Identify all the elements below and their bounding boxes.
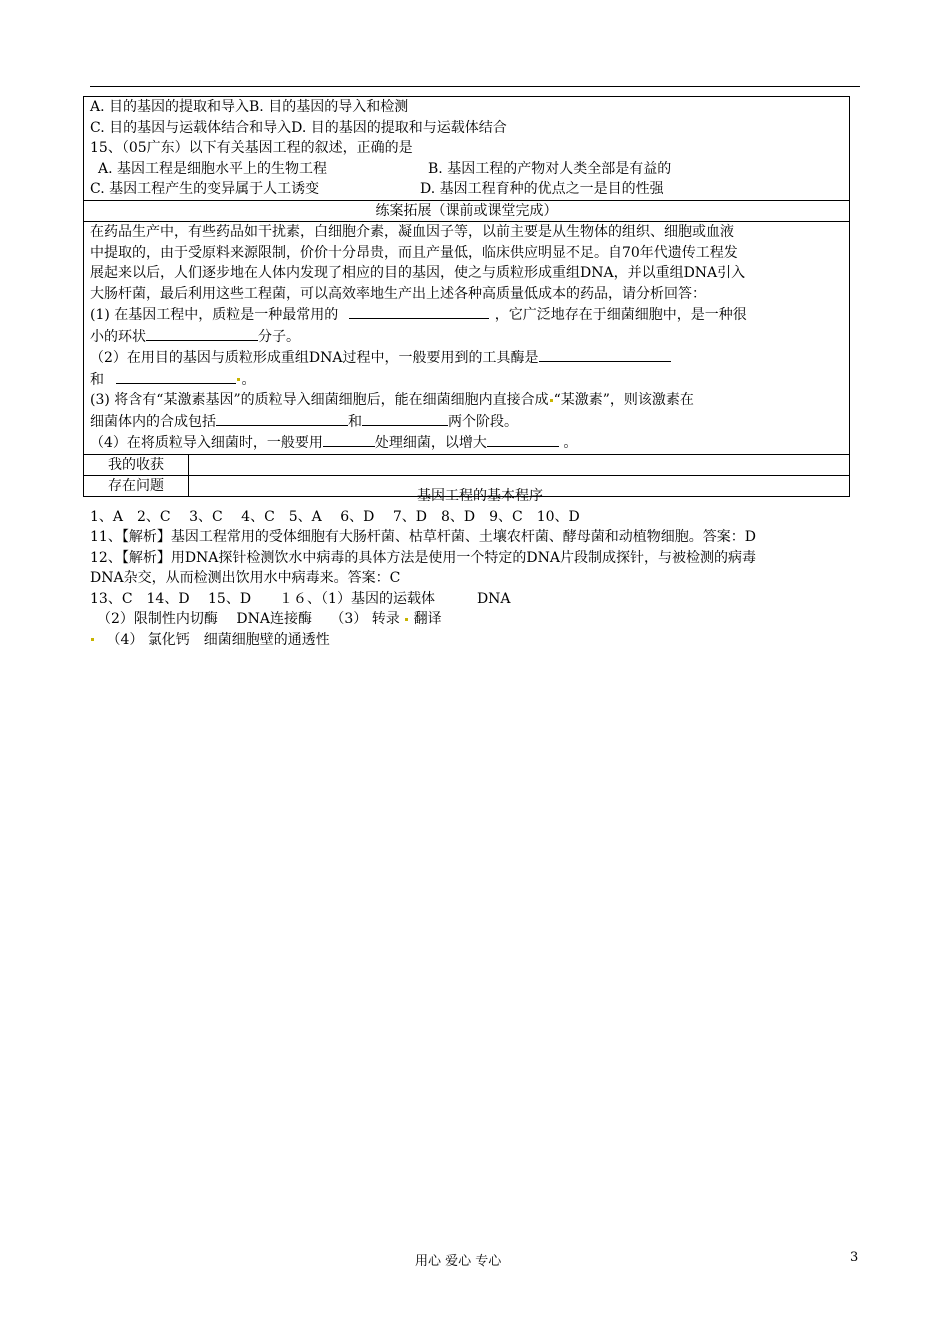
answer-text: （4） 氯化钙 细菌细胞壁的通透性 bbox=[99, 631, 330, 648]
answer-title: 基因工程的基本程序 bbox=[417, 488, 543, 504]
answer-line: 11、【解析】基因工程常用的受体细胞有大肠杆菌、枯草杆菌、土壤农杆菌、酵母菌和动植物细胞。答案：D bbox=[90, 529, 757, 545]
q15-option-b: B. 基因工程的产物对人类全部是有益的 bbox=[428, 160, 672, 177]
q2-text: （2）在用目的基因与质粒形成重组DNA过程中，一般要用到的工具酶是 bbox=[90, 350, 539, 366]
sub-question-1 bbox=[90, 304, 843, 326]
passage-line: 展起来以后，人们逐步地在人体内发现了相应的目的基因，使之与质粒形成重组DNA，并以重组DNA引入 bbox=[90, 265, 746, 281]
answer-text: （2）限制性内切酶 DNA连接酶 （3） 转录 bbox=[90, 611, 400, 627]
q3-text-3: 细菌体内的合成包括 bbox=[90, 413, 216, 430]
gain-row bbox=[84, 454, 849, 475]
page-number: 3 bbox=[850, 1250, 859, 1265]
answer-line bbox=[90, 609, 870, 630]
exercise-table bbox=[83, 96, 850, 497]
q4-text: （4）在将质粒导入细菌时，一般要用 bbox=[90, 435, 323, 451]
passage-line: 在药品生产中，有些药品如干扰素，白细胞介素，凝血因子等，以前主要是从生物体的组织、细胞或血液 bbox=[90, 224, 734, 240]
q1-text-2: ，它广泛地存在于细菌细胞中，是一种很 bbox=[494, 307, 747, 323]
q4-text-3: 。 bbox=[563, 435, 578, 451]
marker-dot bbox=[405, 618, 408, 621]
answer-section bbox=[90, 486, 870, 650]
q3-text: (3) 将含有“某激素基因”的质粒导入细菌细胞后，能在细菌细胞内直接合成 bbox=[90, 392, 549, 408]
footer-slogan: 用心 爱心 专心 bbox=[415, 1254, 502, 1269]
marker-dot bbox=[237, 378, 240, 381]
question-15-stem: 15、（05广东）以下有关基因工程的叙述，正确的是 bbox=[90, 140, 413, 156]
q3-text-5: 两个阶段。 bbox=[448, 413, 518, 430]
q2-text-3: 。 bbox=[241, 371, 256, 388]
sub-question-4 bbox=[90, 432, 843, 454]
q1-text-3: 小的环状 bbox=[90, 328, 146, 345]
q1-text: (1) 在基因工程中，质粒是一种最常用的 bbox=[90, 307, 339, 323]
answer-text: 翻译 bbox=[413, 611, 442, 627]
q3-blank-2[interactable] bbox=[362, 411, 448, 426]
q1-blank-1[interactable] bbox=[349, 304, 489, 319]
sub-question-3-cont bbox=[90, 411, 843, 433]
gain-value[interactable] bbox=[189, 455, 849, 475]
q15-option-a: A. 基因工程是细胞水平上的生物工程 bbox=[98, 160, 328, 177]
q2-blank-1[interactable] bbox=[539, 347, 671, 362]
option-line: C. 目的基因与运载体结合和导入D. 目的基因的提取和与运载体结合 bbox=[90, 119, 507, 136]
q3-text-2: “某激素”，则该激素在 bbox=[553, 392, 694, 408]
answer-line: 12、【解析】用DNA探针检测饮水中病毒的具体方法是使用一个特定的DNA片段制成探针，与被检测的病毒 bbox=[90, 549, 756, 566]
q4-blank-1[interactable] bbox=[323, 432, 375, 447]
issue-label: 存在问题 bbox=[84, 476, 189, 496]
q4-text-2: 处理细菌，以增大 bbox=[374, 435, 487, 451]
answer-line: DNA杂交，从而检测出饮用水中病毒来。答案：C bbox=[90, 570, 401, 586]
sub-question-1-cont bbox=[90, 326, 843, 348]
section-title: 练案拓展（课前或课堂完成） bbox=[84, 200, 849, 222]
header-rule bbox=[90, 86, 860, 87]
option-line: A. 目的基因的提取和导入B. 目的基因的导入和检测 bbox=[90, 99, 409, 115]
q3-blank-1[interactable] bbox=[216, 411, 348, 426]
sub-question-3 bbox=[90, 390, 843, 411]
q1-blank-2[interactable] bbox=[146, 326, 258, 341]
passage-line: 中提取的，由于受原料来源限制，价价十分昂贵，而且产量低，临床供应明显不足。自70年代遗传工程发 bbox=[90, 244, 738, 261]
gain-label: 我的收获 bbox=[84, 455, 189, 475]
q15-option-c: C. 基因工程产生的变异属于人工诱变 bbox=[90, 181, 320, 197]
q1-text-4: 分子。 bbox=[258, 328, 300, 345]
q15-option-d: D. 基因工程育种的优点之一是目的性强 bbox=[420, 181, 664, 197]
answer-line bbox=[90, 630, 870, 651]
sub-question-2-cont bbox=[90, 369, 843, 391]
answer-line: 1、A 2、C 3、C 4、C 5、A 6、D 7、D 8、D 9、C 10、D bbox=[90, 508, 580, 525]
q3-text-4: 和 bbox=[348, 413, 362, 430]
extension-block bbox=[84, 221, 849, 454]
marker-dot bbox=[91, 638, 94, 641]
sub-question-2 bbox=[90, 347, 843, 369]
q4-blank-2[interactable] bbox=[487, 432, 559, 447]
q15-options-row-1 bbox=[90, 159, 843, 180]
question-block bbox=[84, 97, 849, 200]
marker-dot bbox=[550, 399, 553, 402]
passage-line: 大肠杆菌，最后利用这些工程菌，可以高效率地生产出上述各种高质量低成本的药品，请分析回答： bbox=[90, 285, 706, 302]
answer-line: 13、C 14、D 15、D １６、（1）基因的运载体 DNA bbox=[90, 590, 511, 607]
q2-blank-2[interactable] bbox=[116, 369, 236, 384]
q2-text-2: 和 bbox=[90, 371, 104, 388]
q15-options-row-2 bbox=[90, 179, 843, 200]
